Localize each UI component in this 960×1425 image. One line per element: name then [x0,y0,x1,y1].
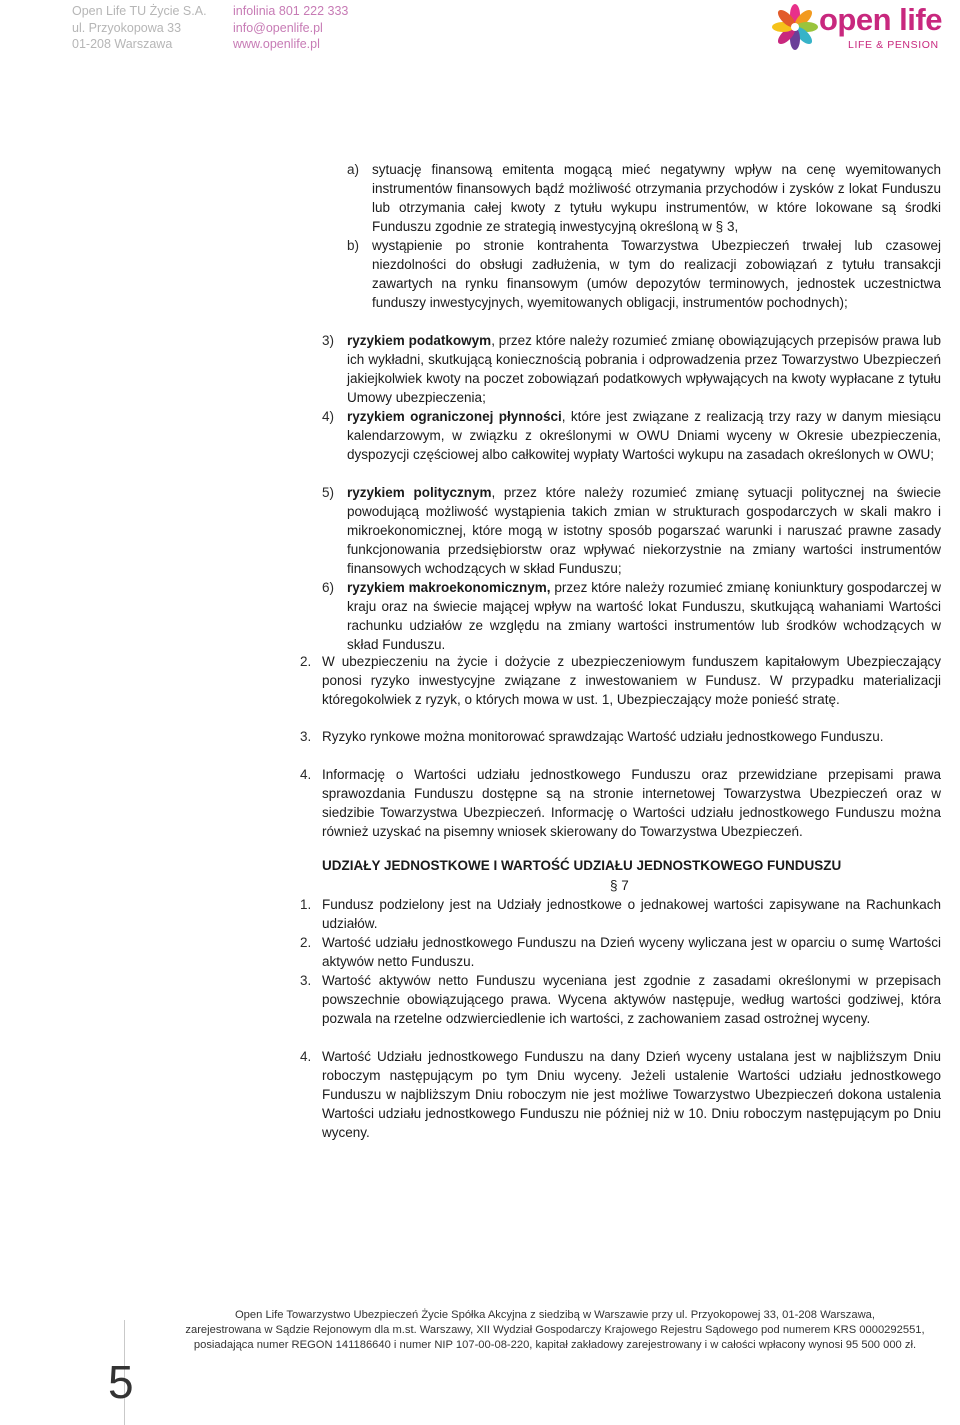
risk-description: przez które należy rozumieć zmianę koniunktury gospodarczej w kraju oraz na świecie mającej wpływ na wartość lokat Funduszu, skutkującą wahaniami Wartości rachunku udziałów ze względu na zmiany wartości instrumentów lub środków wchodzących w skład Funduszu. [347,580,941,652]
logo-wordmark: open life [819,2,942,37]
list-item-label: 6) [322,580,335,595]
flower-logo-icon [772,4,818,50]
company-address [72,3,207,53]
risk-description: , przez które należy rozumieć zmianę obowiązujących przepisów prawa lub ich wykładni, skutkującą koniecznością pobrania i odprowadzenia przez Towarzystwo Ubezpieczeń jakiejkolwiek kwoty na poczet zobowiązań podatkowych wpływających na kwoty wypłacane z tytułu Umowy ubezpieczenia; [347,333,941,405]
paragraph-text: Wartość aktywów netto Funduszu wyceniana jest zgodnie z zasadami określonymi w przepisach powszechnie obowiązującego prawa. Wycena aktywów następuje, według wartości godziwej, która pozwala na rzetelne odzwierciedlenie ich wartości, z zachowaniem zasad ostrożnej wyceny. [322,973,941,1026]
company-contact [233,3,348,53]
risk-tax-item [347,331,941,407]
list-item-label: a) [347,162,360,177]
risk-macro-item [347,578,941,654]
list-item-label: 3) [322,333,335,348]
paragraph-number: 2. [300,935,312,950]
email-link[interactable]: info@openlife.pl [233,20,323,35]
paragraph-text: Fundusz podzielony jest na Udziały jednostkowe o jednakowej wartości zapisywane na Rachunkach udziałów. [322,897,941,931]
website-link[interactable]: www.openlife.pl [233,37,320,51]
footer-line: posiadająca numer REGON 141186640 i numer NIP 107-00-08-220, kapitał zakładowy zarejestrowany i w całości wpłacony wynosi 95 500 000 zł. [193,1339,917,1351]
list-item-label: 5) [322,485,335,500]
list-item-label: 4) [322,409,335,424]
paragraph-text: Wartość udziału jednostkowego Funduszu na Dzień wyceny wyliczana jest w oparciu o sumę Wartości aktywów netto Funduszu. [322,935,941,969]
risk-term: ryzykiem makroekonomicznym, [347,580,551,595]
section-heading: UDZIAŁY JEDNOSTKOWE I WARTOŚĆ UDZIAŁU JEDNOSTKOWEGO FUNDUSZU [322,858,842,873]
company-street: ul. Przyokopowa 33 [72,20,182,35]
risk-term: ryzykiem ograniczonej płynności [347,409,562,424]
logo-tagline: LIFE & PENSION [848,39,939,51]
risk-term: ryzykiem podatkowym [347,333,492,348]
company-name: Open Life TU Życie S.A. [72,4,207,18]
list-item-a-text: sytuację finansową emitenta mogącą mieć negatywny wpływ na cenę wyemitowanych instrumentów finansowych bądź możliwość otrzymania przychodów i zysków z lokat Funduszu lub otrzymania całej kwoty z tytułu wykupu instrumentów, w które lokowane są środki Funduszu zgodnie ze strategią inwestycyjną określoną w § 3, [372,162,941,234]
paragraph-number: 3. [300,973,312,988]
hotline-text: infolinia 801 222 333 [233,4,349,18]
paragraph-text: Informację o Wartości udziału jednostkowego Funduszu oraz przewidziane przepisami prawa sprawozdania Funduszu dostępne są na stronie internetowej Towarzystwa Ubezpieczeń oraz w siedzibie Towarzystwa Ubezpieczeń. Informację o Wartości udziału jednostkowego Funduszu można również uzyskać na pisemny wniosek skierowany do Towarzystwa Ubezpieczeń. [322,767,941,839]
risk-liquidity-item [347,407,941,464]
risk-term: ryzykiem politycznym [347,485,492,500]
page-number: 5 [108,1356,134,1408]
paragraph-text: Wartość Udziału jednostkowego Funduszu na dany Dzień wyceny ustalana jest w najbliższym Dniu roboczym następującym po tym Dniu wyceny. Jeżeli ustalenie Wartości udziału jednostkowego Funduszu w najbliższym Dniu roboczym nie jest możliwe Towarzystwo Ubezpieczeń dokona ustalenia Wartości udziału jednostkowego Funduszu nie później niż w 10. Dniu roboczym następującym po Dniu wyceny. [322,1049,941,1140]
section-number: § 7 [610,878,629,893]
paragraph-text: W ubezpieczeniu na życie i dożycie z ubezpieczeniowym funduszem kapitałowym Ubezpieczający ponosi ryzyko inwestycyjne związane z inwestowaniem w Fundusz. W przypadku materializacji któregokolwiek z ryzyk, o których mowa w ust. 1, Ubezpieczający może ponieść stratę. [322,654,941,707]
page-header [0,0,960,60]
paragraph-number: 2. [300,654,312,669]
company-legal-footer [150,1308,960,1353]
footer-line: zarejestrowana w Sądzie Rejonowym dla m.st. Warszawy, XII Wydział Gospodarczy Krajowego Rejestru Sądowego pod numerem KRS 0000292551, [185,1324,925,1336]
list-item-label: b) [347,238,360,253]
risk-description: , które jest związane z realizacją trzy razy w danym miesiącu kalendarzowym, w związku z określonymi w OWU Dniami wyceny w Okresie ubezpieczenia, dyspozycji częściowej albo całkowitej wypłaty Wartości wykupu na zasadach określonych w OWU; [347,409,941,462]
company-city: 01-208 Warszawa [72,37,173,51]
paragraph-number: 3. [300,729,312,744]
paragraph-number: 1. [300,897,312,912]
list-item-b-text: wystąpienie po stronie kontrahenta Towarzystwa Ubezpieczeń trwałej lub czasowej niezdolności do obsługi zadłużenia, w tym do realizacji zobowiązań z tytułu transakcji zawartych na rynku finansowym (umów depozytów terminowych, jednostek uczestnictwa funduszy inwestycyjnych, wyemitowanych obligacji, instrumentów pochodnych); [372,238,941,310]
risk-political-item [347,483,941,578]
risk-description: , przez które należy rozumieć zmianę sytuacji politycznej na świecie powodującą możliwość wystąpienia takich zmian w strukturach gospodarczych w skali makro i mikroekonomicznej, które mogą w istotny sposób pogarszać warunki i naruszać prawne zasady funkcjonowania przedsiębiorstw oraz wpływać niekorzystnie na zmiany wartości instrumentów finansowych wchodzących w skład Funduszu; [347,485,941,576]
open-life-logo [772,0,960,58]
paragraph-number: 4. [300,1049,312,1064]
paragraph-text: Ryzyko rynkowe można monitorować sprawdzając Wartość udziału jednostkowego Funduszu. [322,729,884,744]
footer-line: Open Life Towarzystwo Ubezpieczeń Życie Spółka Akcyjna z siedzibą w Warszawie przy ul. Przyokopowej 33, 01-208 Warszawa, [234,1309,876,1321]
paragraph-number: 4. [300,767,312,782]
